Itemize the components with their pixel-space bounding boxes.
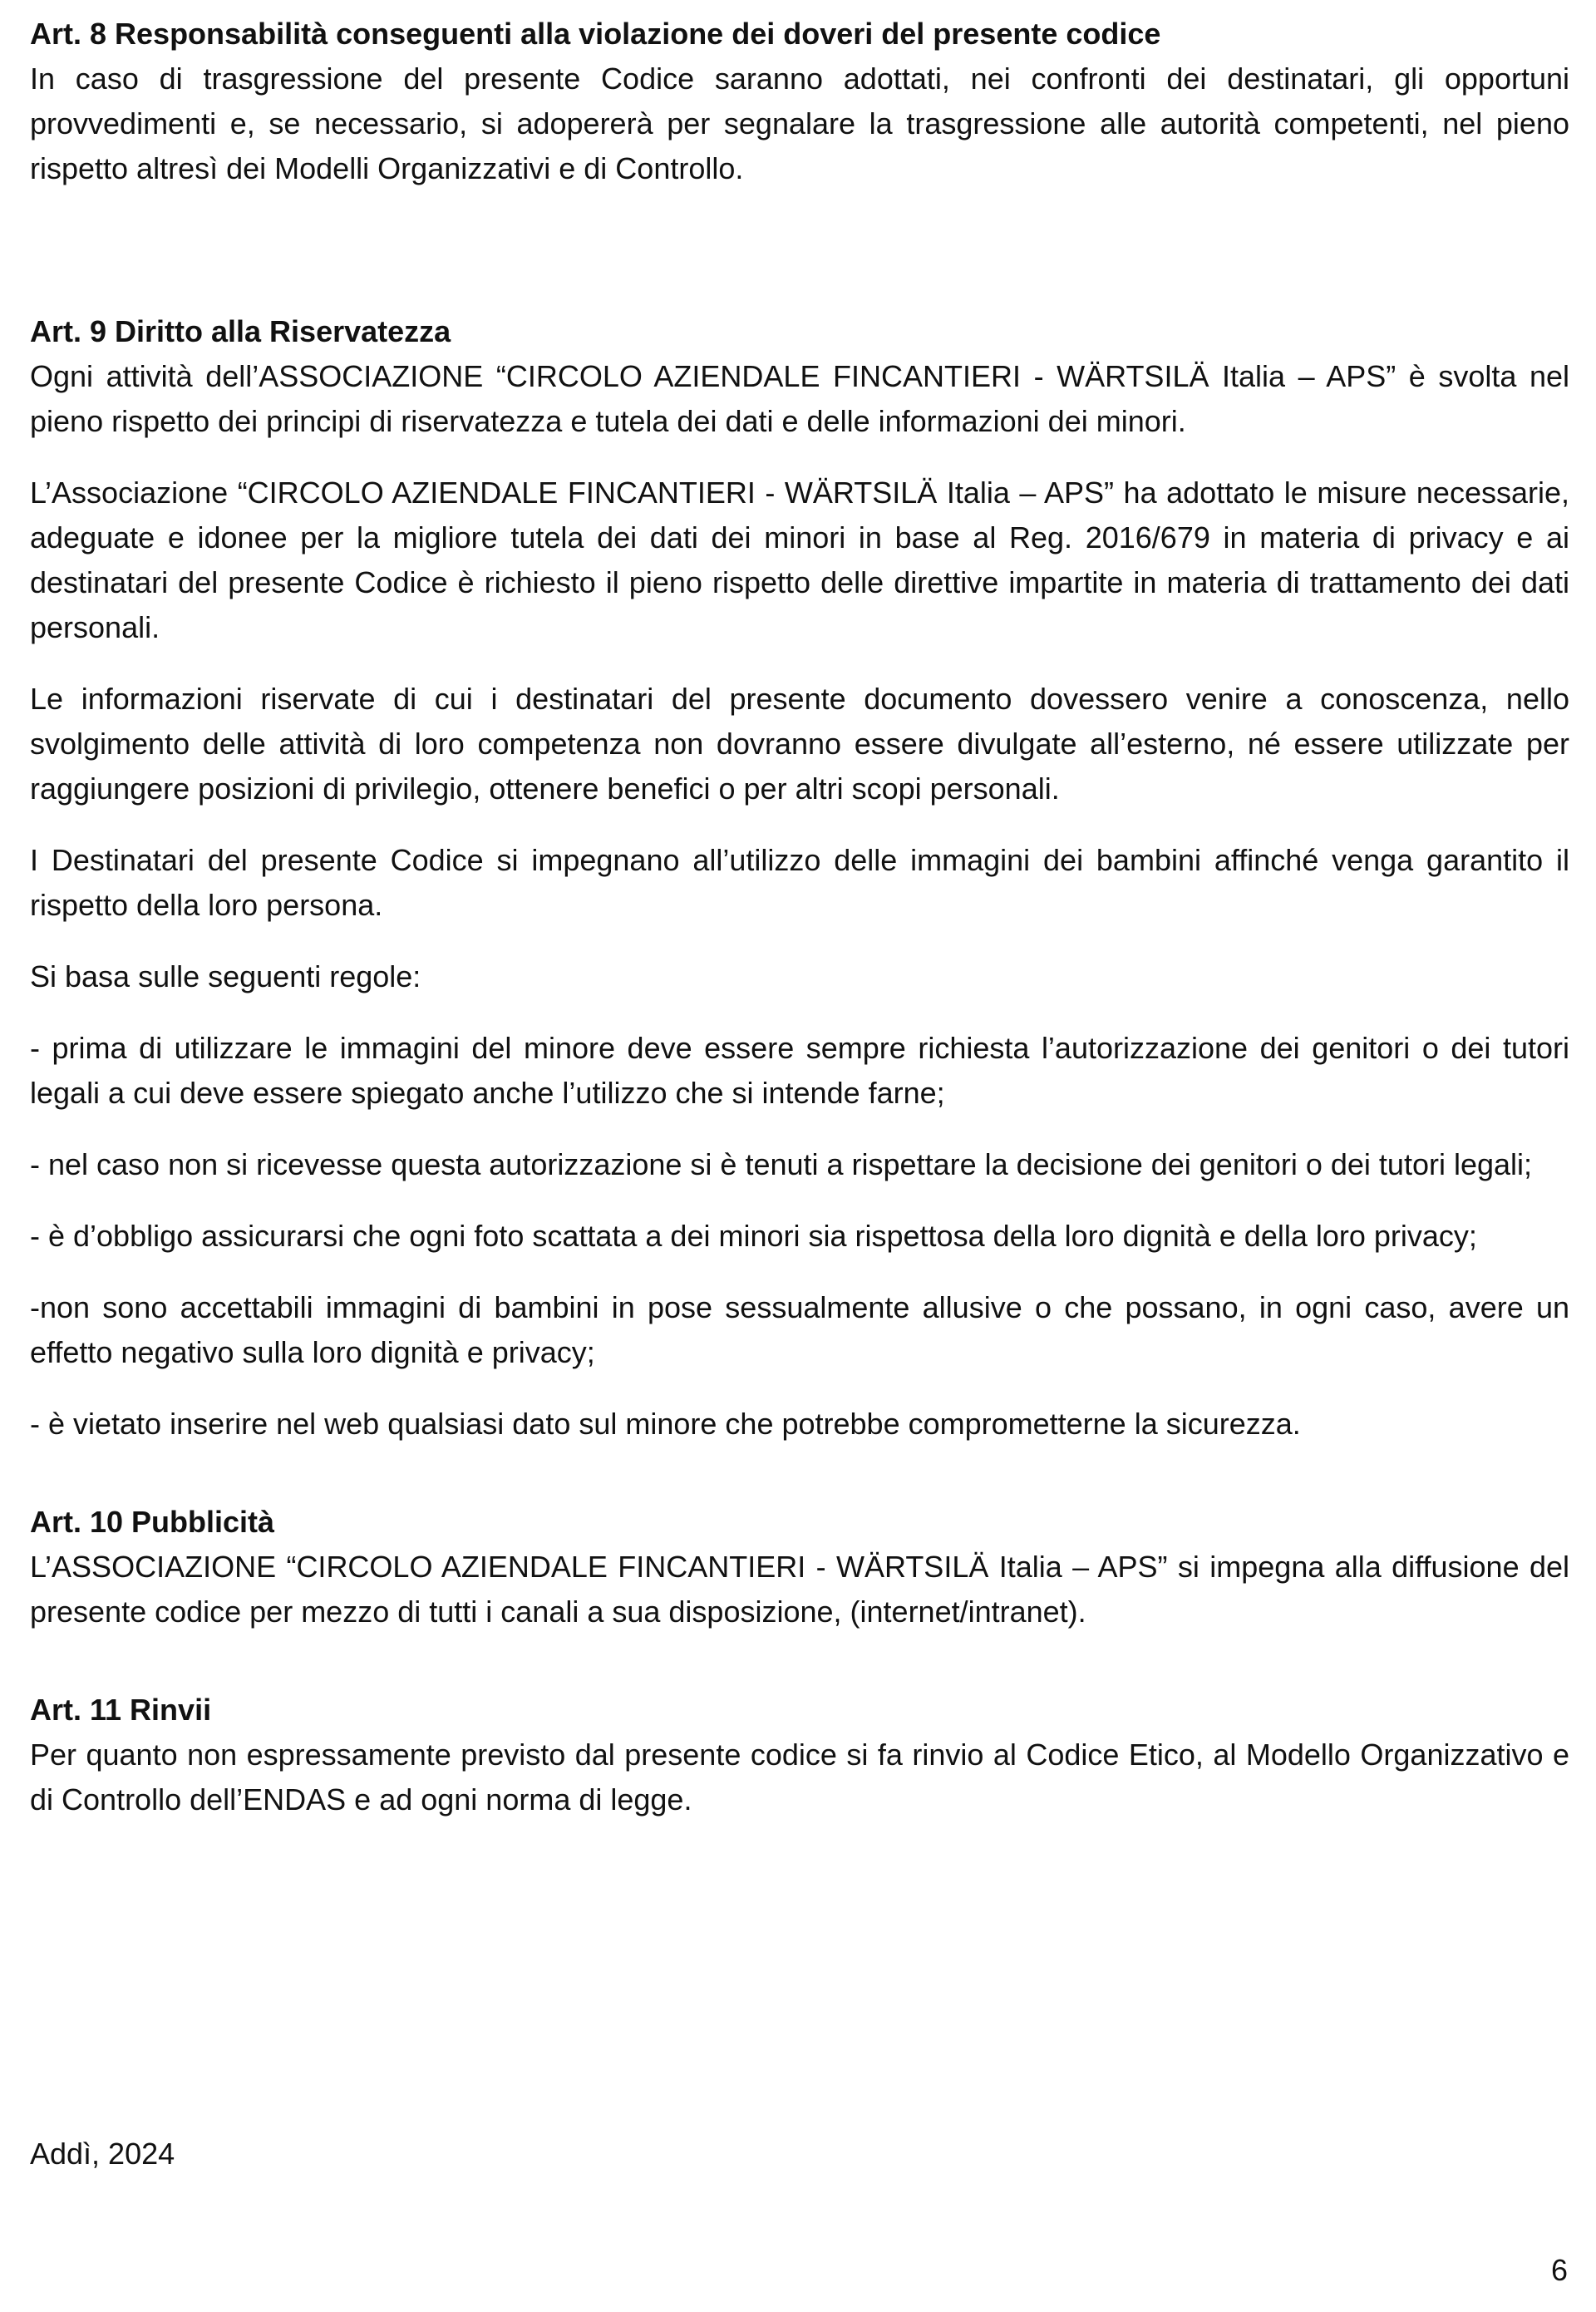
article-9-rule-4: -non sono accettabili immagini di bambini in pose sessualmente allusive o che possano, in ogni caso, avere un effetto negativo sulla loro dignità e privacy; — [30, 1290, 1569, 1369]
article-8-title: Art. 8 Responsabilità conseguenti alla violazione dei doveri del presente codice — [30, 17, 1161, 51]
article-9-rule-5: - è vietato inserire nel web qualsiasi dato sul minore che potrebbe comprometterne la sicurezza. — [30, 1407, 1301, 1441]
article-11-title: Art. 11 Rinvii — [30, 1693, 212, 1727]
article-9-paragraph-3: Le informazioni riservate di cui i destinatari del presente documento dovessero venire a conoscenza, nello svolgimento delle attività di loro competenza non dovranno essere divulgate all’esterno, né essere utilizzate per raggiungere posizioni di privilegio, ottenere benefici o per altri scopi personali. — [30, 682, 1569, 806]
article-11-paragraph-1: Per quanto non espressamente previsto dal presente codice si fa rinvio al Codice Etico, al Modello Organizzativo e di Controllo dell’ENDAS e ad ogni norma di legge. — [30, 1738, 1569, 1817]
article-9 — [30, 309, 1569, 1447]
article-10 — [30, 1500, 1569, 1634]
article-8-paragraph-1: In caso di trasgressione del presente Codice saranno adottati, nei confronti dei destinatari, gli opportuni provvedimenti e, se necessario, si adopererà per segnalare la trasgressione alle autorità competenti, nel pieno rispetto altresì dei Modelli Organizzativi e di Controllo. — [30, 62, 1569, 185]
article-10-paragraph-1: L’ASSOCIAZIONE “CIRCOLO AZIENDALE FINCANTIERI - WÄRTSILÄ Italia – APS” si impegna alla diffusione del presente codice per mezzo di tutti i canali a sua disposizione, (internet/intranet). — [30, 1550, 1569, 1629]
document-page — [30, 12, 1569, 1822]
article-9-paragraph-2: L’Associazione “CIRCOLO AZIENDALE FINCANTIERI - WÄRTSILÄ Italia – APS” ha adottato le misure necessarie, adeguate e idonee per la migliore tutela dei dati dei minori in base al Reg. 2016/679 in materia di privacy e ai destinatari del presente Codice è richiesto il pieno rispetto delle direttive impartite in materia di trattamento dei dati personali. — [30, 476, 1569, 644]
article-9-rule-3: - è d’obbligo assicurarsi che ogni foto scattata a dei minori sia rispettosa della loro dignità e della loro privacy; — [30, 1219, 1477, 1253]
article-9-rule-1: - prima di utilizzare le immagini del minore deve essere sempre richiesta l’autorizzazione dei genitori o dei tutori legali a cui deve essere spiegato anche l’utilizzo che si intende farne; — [30, 1031, 1569, 1110]
article-9-paragraph-5: Si basa sulle seguenti regole: — [30, 959, 421, 993]
article-11 — [30, 1688, 1569, 1822]
closing-date: Addì, 2024 — [30, 2137, 175, 2171]
article-9-rule-2: - nel caso non si ricevesse questa autorizzazione si è tenuti a rispettare la decisione dei genitori o dei tutori legali; — [30, 1147, 1533, 1181]
article-9-paragraph-4: I Destinatari del presente Codice si impegnano all’utilizzo delle immagini dei bambini affinché venga garantito il rispetto della loro persona. — [30, 843, 1569, 922]
page-number: 6 — [1550, 2253, 1568, 2287]
article-9-title: Art. 9 Diritto alla Riservatezza — [30, 314, 451, 348]
article-10-title: Art. 10 Pubblicità — [30, 1505, 275, 1539]
article-9-paragraph-1: Ogni attività dell’ASSOCIAZIONE “CIRCOLO AZIENDALE FINCANTIERI - WÄRTSILÄ Italia – APS” è svolta nel pieno rispetto dei principi di riservatezza e tutela dei dati e delle informazioni dei minori. — [30, 359, 1569, 438]
article-8 — [30, 12, 1569, 191]
